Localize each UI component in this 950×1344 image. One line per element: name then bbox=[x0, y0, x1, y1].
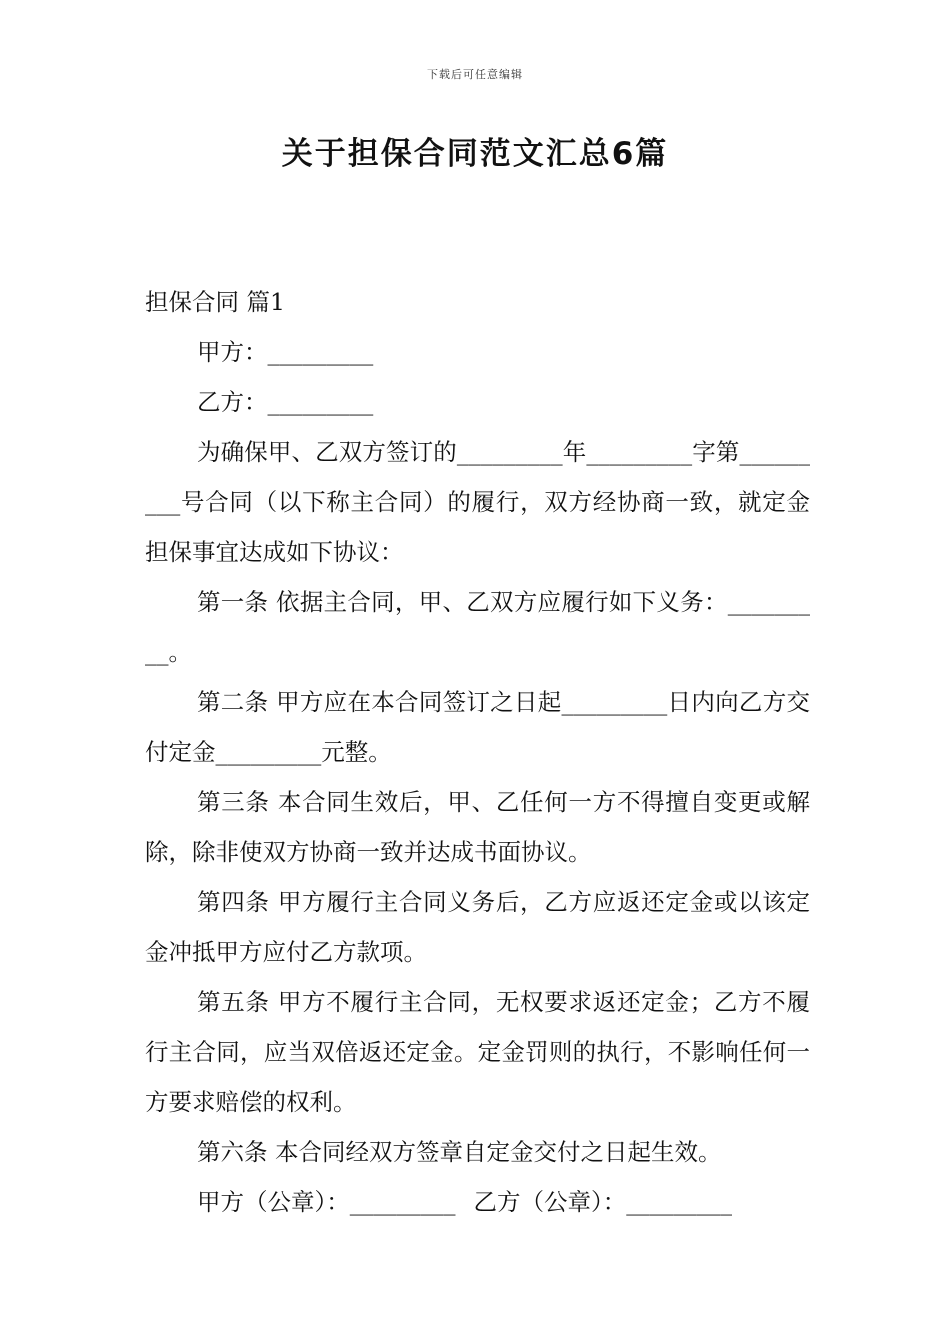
header-note: 下载后可任意编辑 bbox=[427, 68, 523, 81]
party-b-line: 乙方：_________ bbox=[197, 388, 374, 416]
signature-line bbox=[145, 1177, 810, 1227]
document-title: 关于担保合同范文汇总6篇 bbox=[281, 136, 669, 172]
article-5: 第五条 甲方不履行主合同，无权要求返还定金；乙方不履行主合同，应当双倍返还定金。定金罚则的执行，不影响任何一方要求赔偿的权利。 bbox=[145, 988, 810, 1116]
article-3: 第三条 本合同生效后，甲、乙任何一方不得擅自变更或解除，除非使双方协商一致并达成书面协议。 bbox=[145, 788, 810, 866]
party-a-line: 甲方：_________ bbox=[197, 338, 374, 366]
section-heading: 担保合同 篇1 bbox=[145, 288, 285, 316]
article-4: 第四条 甲方履行主合同义务后，乙方应返还定金或以该定金冲抵甲方应付乙方款项。 bbox=[145, 888, 810, 966]
document-body bbox=[145, 277, 810, 1227]
party-a-seal: 甲方（公章）：_________ bbox=[197, 1188, 456, 1216]
party-b-seal: 乙方（公章）：_________ bbox=[473, 1188, 732, 1216]
article-1: 第一条 依据主合同，甲、乙双方应履行如下义务：_________。 bbox=[145, 588, 810, 666]
preamble-paragraph: 为确保甲、乙双方签订的_________年_________字第_________号合同（以下称主合同）的履行，双方经协商一致，就定金担保事宜达成如下协议： bbox=[145, 438, 810, 566]
article-6: 第六条 本合同经双方签章自定金交付之日起生效。 bbox=[197, 1138, 722, 1166]
article-2: 第二条 甲方应在本合同签订之日起_________日内向乙方交付定金_________元整。 bbox=[145, 688, 810, 766]
